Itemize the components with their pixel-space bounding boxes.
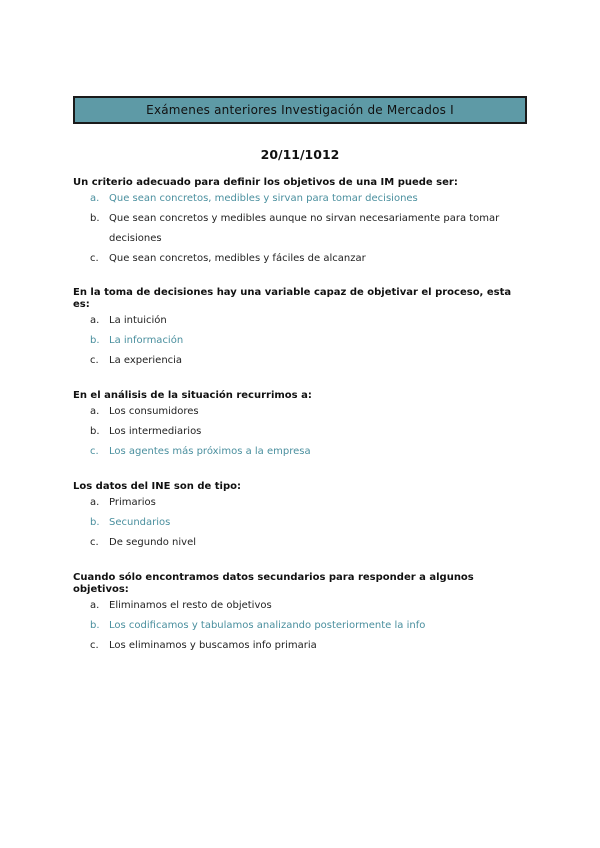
option-2a bbox=[90, 311, 530, 331]
option-letter: b. bbox=[90, 335, 100, 346]
option-letter: c. bbox=[90, 446, 99, 457]
option-letter: a. bbox=[90, 406, 100, 417]
option-2b bbox=[90, 331, 530, 351]
option-3c bbox=[90, 442, 530, 462]
exam-date: 20/11/1012 bbox=[260, 147, 340, 162]
question-2: En la toma de decisiones hay una variable capaz de objetivar el proceso, esta es: bbox=[73, 287, 512, 310]
option-1c bbox=[90, 249, 530, 269]
option-text: La experiencia bbox=[109, 355, 183, 366]
option-text: De segundo nivel bbox=[109, 537, 197, 548]
option-text: La información bbox=[109, 335, 184, 346]
document-title-box bbox=[73, 96, 527, 124]
option-5a bbox=[90, 596, 530, 616]
option-letter: a. bbox=[90, 315, 100, 326]
option-letter: c. bbox=[90, 355, 99, 366]
option-4a bbox=[90, 493, 530, 513]
option-text: Eliminamos el resto de objetivos bbox=[109, 600, 272, 611]
option-letter: c. bbox=[90, 640, 99, 651]
option-1b bbox=[90, 209, 530, 249]
document-title: Exámenes anteriores Investigación de Mercados I bbox=[146, 103, 454, 117]
option-3b bbox=[90, 422, 530, 442]
option-text: Que sean concretos, medibles y fáciles de alcanzar bbox=[109, 253, 366, 264]
option-text: Que sean concretos y medibles aunque no sirvan necesariamente para tomar decisiones bbox=[109, 213, 500, 244]
option-4b bbox=[90, 513, 530, 533]
question-4-options bbox=[90, 493, 530, 553]
option-letter: a. bbox=[90, 193, 100, 204]
option-text: Los intermediarios bbox=[109, 426, 202, 437]
option-letter: b. bbox=[90, 213, 100, 224]
option-text: Que sean concretos, medibles y sirvan para tomar decisiones bbox=[109, 193, 418, 204]
question-1: Un criterio adecuado para definir los objetivos de una IM puede ser: bbox=[73, 177, 458, 188]
option-3a bbox=[90, 402, 530, 422]
option-letter: a. bbox=[90, 600, 100, 611]
option-letter: a. bbox=[90, 497, 100, 508]
option-5b bbox=[90, 616, 530, 636]
question-3: En el análisis de la situación recurrimos a: bbox=[73, 390, 312, 401]
option-text: Los agentes más próximos a la empresa bbox=[109, 446, 311, 457]
option-5c bbox=[90, 636, 530, 656]
option-1a bbox=[90, 189, 530, 209]
option-text: Primarios bbox=[109, 497, 156, 508]
option-letter: b. bbox=[90, 426, 100, 437]
option-text: Los consumidores bbox=[109, 406, 199, 417]
option-text: La intuición bbox=[109, 315, 167, 326]
option-text: Los eliminamos y buscamos info primaria bbox=[109, 640, 317, 651]
option-letter: b. bbox=[90, 620, 100, 631]
option-text: Secundarios bbox=[109, 517, 171, 528]
question-5: Cuando sólo encontramos datos secundarios para responder a algunos objetivos: bbox=[73, 572, 474, 595]
question-4: Los datos del INE son de tipo: bbox=[73, 481, 241, 492]
question-3-options bbox=[90, 402, 530, 462]
question-2-options bbox=[90, 311, 530, 371]
option-letter: c. bbox=[90, 253, 99, 264]
question-5-options bbox=[90, 596, 530, 656]
option-letter: b. bbox=[90, 517, 100, 528]
option-letter: c. bbox=[90, 537, 99, 548]
option-4c bbox=[90, 533, 530, 553]
question-1-options bbox=[90, 189, 530, 269]
option-text: Los codificamos y tabulamos analizando posteriormente la info bbox=[109, 620, 426, 631]
option-2c bbox=[90, 351, 530, 371]
